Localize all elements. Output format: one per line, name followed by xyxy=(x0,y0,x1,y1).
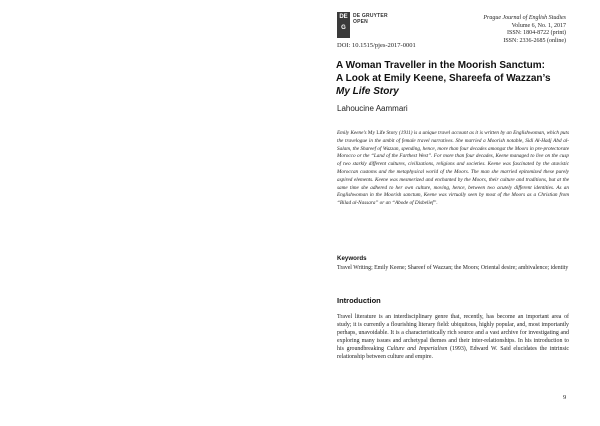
author-name: Lahoucine Aammari xyxy=(337,104,408,113)
title-line-2: A Look at Emily Keene, Shareefa of Wazzan’s xyxy=(336,73,551,84)
title-line-1: A Woman Traveller in the Moorish Sanctum: xyxy=(336,60,545,71)
abstract-part-2: (1911) is a unique travel account as it is written by an Englishwoman, which puts the travelogue in the ambit of female travel narratives. She married a Moorish notable, Sidi Al-Hadj Abd al-Salam, the Shareef of Wazzan, spending, hence, more than four decades amongst the Moors in pre-protectorate Morocco or the “Land of the Farthest West”. For more than four decades, Keene managed to live on the cusp of two starkly different cultures, civilizations, religions and societies. Keene was fascinated by the atavistic Moroccan customs and the metaphysical world of the Moors. The man she married epitomized these purely aspired elements. Keene was mesmerized and enchanted by the Moors, their culture and traditions, but at the same time she adhered to her own culture, moving, hence, between two acutely different identities. As an Englishwoman in the Moorish sanctum, Keene was virtually seen by most of the Moors as a Christian from “Bilad al-Nassara” or an “Abode of Disbelief”. xyxy=(337,130,569,207)
logo-text-top: DE xyxy=(339,14,348,20)
publisher-logo xyxy=(337,12,350,38)
abstract-part-1: Emily Keene’s xyxy=(337,130,368,136)
doi: DOI: 10.1515/pjes-2017-0001 xyxy=(337,42,416,49)
keywords-heading: Keywords xyxy=(337,255,367,262)
abstract-book-title: My Life Story xyxy=(367,130,398,136)
journal-info xyxy=(483,15,566,45)
publisher-name-line1: DE GRUYTER xyxy=(353,13,388,19)
issn-print: ISSN: 1804-8722 (print) xyxy=(507,30,566,36)
journal-volume: Volume 6, No. 1, 2017 xyxy=(511,22,566,29)
article-title xyxy=(336,59,571,98)
page-number: 9 xyxy=(563,394,567,401)
journal-name: Prague Journal of English Studies xyxy=(483,15,566,21)
intro-part-1: Travel literature is an interdisciplinary genre that, recently, has become an important area of study; it is currently a flourishing literary field: ubiquitous, highly popular, and, most importantly perhaps, unavoidable. It is a characteristically rich source and a vast archive for investigating and exploring many issues and archetypal themes and their inter-relationships. In his introduction to his groundbreaking xyxy=(337,314,569,353)
publisher-name-line2: OPEN xyxy=(353,19,368,25)
intro-part-2: (1993), Edward W. Said elucidates the intrinsic relationship between culture and empire. xyxy=(337,346,569,361)
introduction-paragraph xyxy=(337,313,569,362)
keywords-list: Travel Writing; Emily Keene; Shareef of Wazzan; the Moors; Oriental desire; ambivalence; identity xyxy=(337,265,569,271)
abstract xyxy=(337,130,569,208)
issn-online: ISSN: 2336-2685 (online) xyxy=(503,37,566,44)
publisher-name xyxy=(353,13,388,25)
logo-text-bottom: G xyxy=(341,25,346,31)
introduction-heading: Introduction xyxy=(337,296,381,305)
intro-book-title: Culture and Imperialism xyxy=(386,346,448,353)
title-line-3: My Life Story xyxy=(336,86,399,97)
